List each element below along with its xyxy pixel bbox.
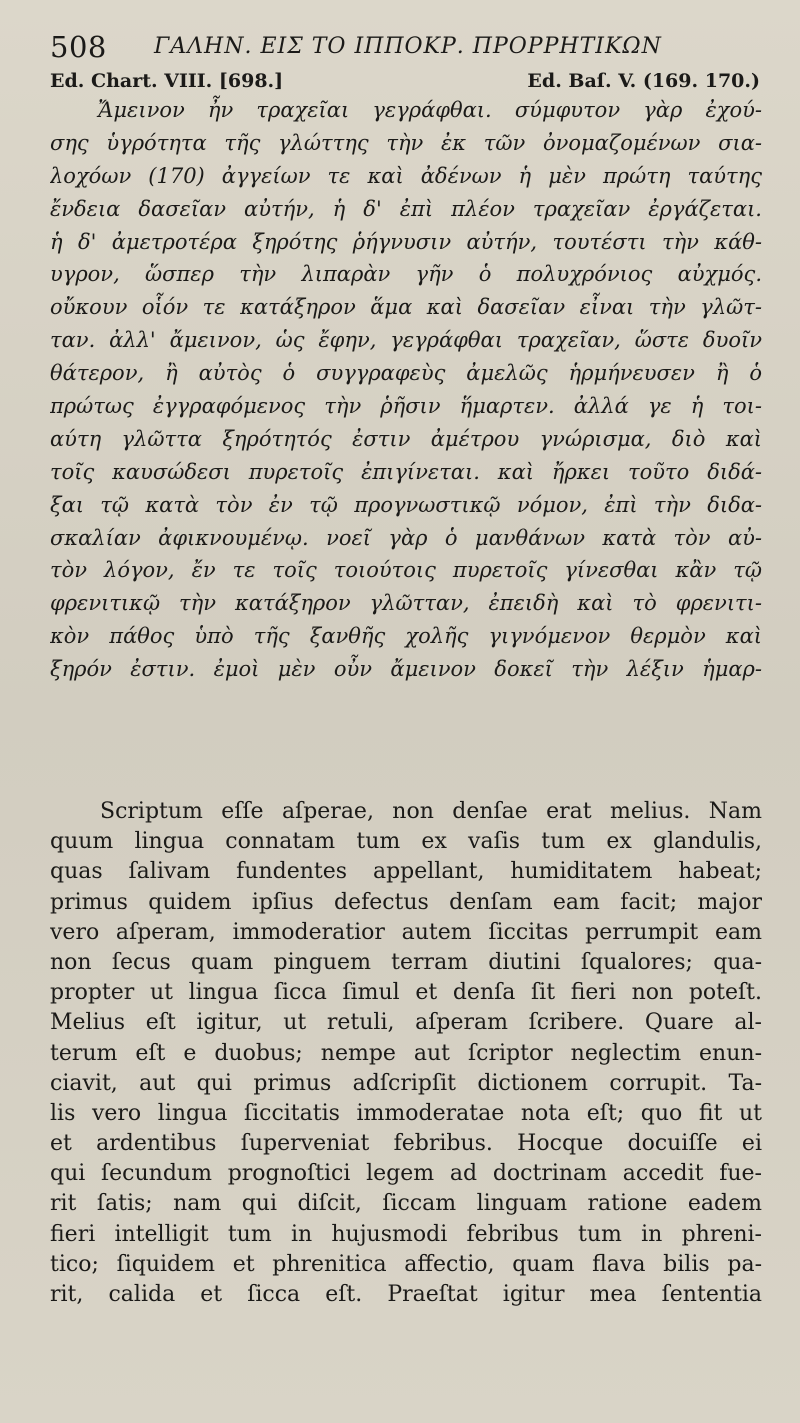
latin-text-line: rit, calida et ſicca eſt. Praeſtat igitur mea ſententia — [50, 1282, 762, 1307]
latin-text-line: terum eſt e duobus; nempe aut ſcriptor neglectim enun- — [50, 1040, 762, 1066]
greek-text-line: φρενιτικῷ τὴν κατάξηρον γλῶτταν, ἐπειδὴ καὶ τὸ φρενιτι- — [50, 591, 762, 616]
greek-text-line: σης ὑγρότητα τῆς γλώττης τὴν ἐκ τῶν ὀνομαζομένων σια- — [50, 130, 762, 155]
greek-text-line: ταν. ἀλλ' ἄμεινον, ὡς ἔφην, γεγράφθαι τραχεῖαν, ὥστε δυοῖν — [50, 328, 762, 353]
greek-text-line: ἔνδεια δασεῖαν αὐτήν, ἡ δ' ἐπὶ πλέον τραχεῖαν ἐργάζεται. — [50, 196, 762, 221]
latin-text-line: quas ſalivam fundentes appellant, humiditatem habeat; — [50, 859, 762, 885]
latin-text-line: fieri intelligit tum in hujusmodi febribus tum in phreni- — [50, 1221, 762, 1247]
latin-text-line: qui ſecundum prognoſtici legem ad doctrinam accedit fue- — [50, 1161, 762, 1187]
latin-text-line: quum lingua connatam tum ex vaſis tum ex glandulis, — [50, 829, 762, 855]
greek-text-line: λοχόων (170) ἀγγείων τε καὶ ἀδένων ἡ μὲν πρώτη ταύτης — [50, 163, 762, 188]
latin-text-line: Scriptum eſſe aſperae, non denſae erat melius. Nam — [100, 799, 762, 824]
page-number: 508 — [50, 30, 107, 64]
latin-text-line: rit ſatis; nam qui diſcit, ſiccam linguam ratione eadem — [50, 1191, 762, 1217]
latin-text-line: et ardentibus ſuperveniat febribus. Hocque docuiſſe ei — [50, 1131, 762, 1157]
greek-text-line: αύτη γλῶττα ξηρότητός ἐστιν ἀμέτρου γνώρισμα, διὸ καὶ — [50, 426, 762, 451]
page-header — [50, 30, 760, 64]
greek-text-line: ἡ δ' ἀμετροτέρα ξηρότης ῥήγνυσιν αὐτήν, τουτέστι τὴν κάθ- — [50, 229, 762, 254]
latin-text-line: lis vero lingua ſiccitatis immoderatae nota eſt; quo fit ut — [50, 1100, 762, 1126]
latin-text-line: vero aſperam, immoderatior autem ſiccitas perrumpit eam — [50, 919, 762, 945]
latin-text-line: ciavit, aut qui primus adſcripſit dictionem corrupit. Ta- — [50, 1070, 762, 1096]
greek-text-line: τοῖς καυσώδεσι πυρετοῖς ἐπιγίνεται. καὶ ἤρκει τοῦτο διδά- — [50, 459, 762, 484]
latin-text-line: Melius eſt igitur, ut retuli, aſperam ſcribere. Quare al- — [50, 1010, 762, 1036]
latin-text-line: non ſecus quam pinguem terram diutini ſqualores; qua- — [50, 949, 762, 975]
greek-text-block — [50, 94, 762, 686]
latin-text-line: primus quidem ipſius defectus denſam eam facit; major — [50, 889, 762, 915]
latin-text-line: propter ut lingua ſicca ſimul et denſa ſit fieri non poteſt. — [50, 980, 762, 1006]
greek-text-line: οὔκουν οἷόν τε κατάξηρον ἅμα καὶ δασεῖαν εἶναι τὴν γλῶτ- — [50, 295, 762, 320]
edition-reference-chartier: Ed. Chart. VIII. [698.] — [50, 70, 284, 92]
running-title: ΓΑΛΗΝ. ΕΙΣ ΤΟ ΙΠΠΟΚΡ. ΠΡΟΡΡΗΤΙΚΩΝ — [154, 34, 662, 59]
greek-text-line: Ἄμεινον ἦν τραχεῖαι γεγράφθαι. σύμφυτον γὰρ ἐχού- — [98, 98, 762, 122]
latin-text-block — [50, 797, 762, 1310]
latin-text-line: tico; ſiquidem et phrenitica affectio, quam flava bilis pa- — [50, 1251, 762, 1277]
greek-text-line: θάτερον, ἢ αὐτὸς ὁ συγγραφεὺς ἀμελῶς ἡρμήνευσεν ἢ ὁ — [50, 361, 762, 386]
greek-text-line: υγρον, ὥσπερ τὴν λιπαρὰν γῆν ὁ πολυχρόνιος αὐχμός. — [50, 262, 762, 287]
edition-reference-line — [50, 70, 760, 96]
edition-reference-basel: Ed. Baſ. V. (169. 170.) — [527, 70, 760, 92]
greek-text-line: ξηρόν ἐστιν. ἐμοὶ μὲν οὖν ἄμεινον δοκεῖ τὴν λέξιν ἡμαρ- — [50, 657, 762, 682]
greek-text-line: σκαλίαν ἀφικνουμένῳ. νοεῖ γὰρ ὁ μανθάνων κατὰ τὸν αὐ- — [50, 525, 762, 550]
greek-text-line: κὸν πάθος ὑπὸ τῆς ξανθῆς χολῆς γιγνόμενον θερμὸν καὶ — [50, 624, 762, 649]
greek-text-line: τὸν λόγον, ἔν τε τοῖς τοιούτοις πυρετοῖς γίνεσθαι κἂν τῷ — [50, 558, 762, 583]
greek-text-line: πρώτως ἐγγραφόμενος τὴν ῥῆσιν ἥμαρτεν. ἀλλά γε ἡ τοι- — [50, 394, 762, 419]
greek-text-line: ξαι τῷ κατὰ τὸν ἐν τῷ προγνωστικῷ νόμον, ἐπὶ τὴν διδα- — [50, 492, 762, 517]
